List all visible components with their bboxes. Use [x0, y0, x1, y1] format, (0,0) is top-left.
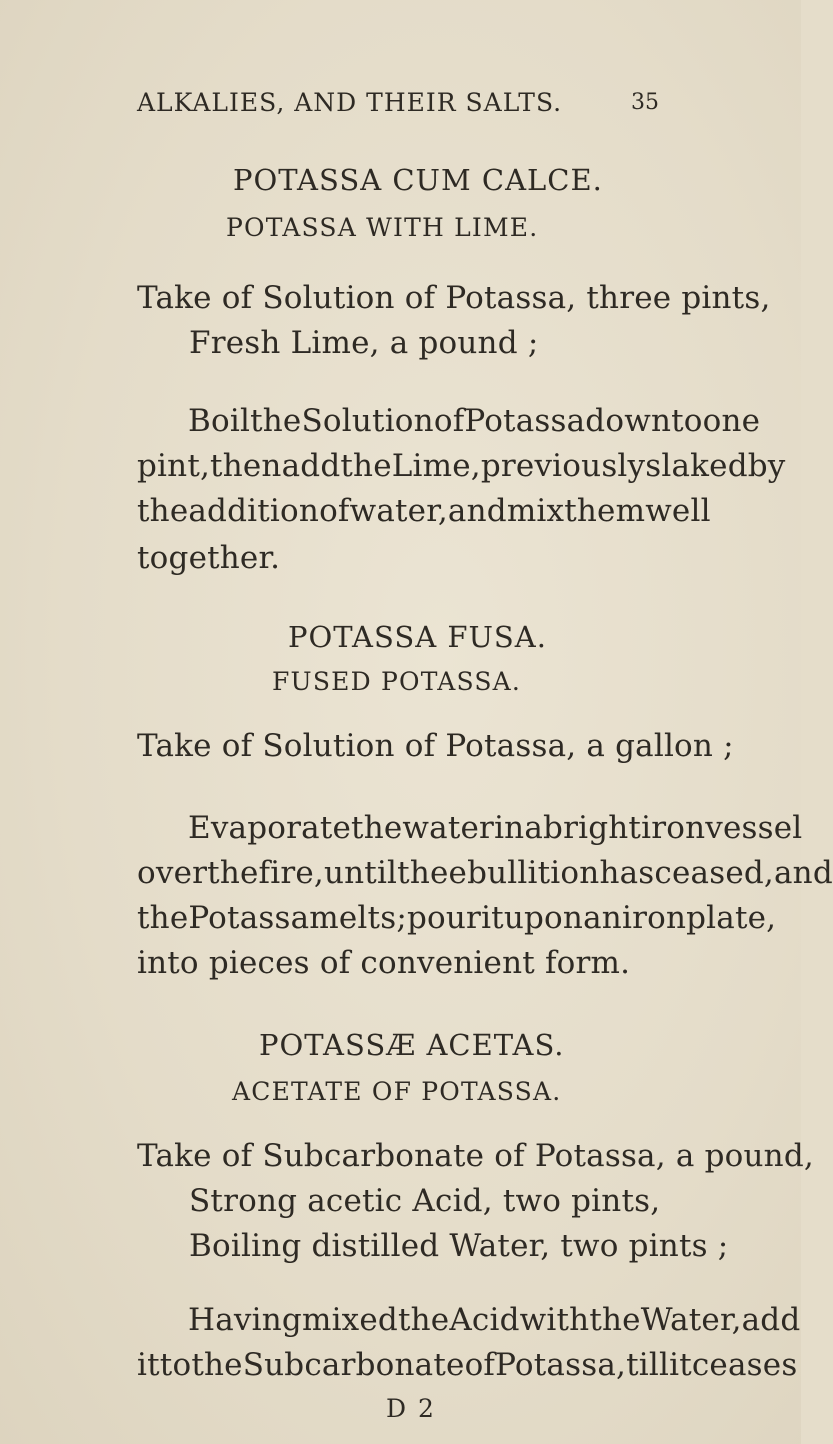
word: it: [137, 1347, 160, 1383]
word: Potassa,: [495, 1347, 627, 1383]
word: of: [464, 1347, 496, 1383]
word: the: [589, 1302, 641, 1338]
direction-line: [188, 810, 803, 846]
word: has: [599, 855, 655, 891]
word: add: [281, 448, 341, 484]
word: melts: [309, 900, 397, 936]
direction-line: together.: [137, 540, 281, 576]
section-title-latin: POTASSA CUM CALCE.: [233, 163, 603, 197]
word: well: [645, 493, 711, 529]
word: Solution: [301, 403, 434, 439]
word: upon: [503, 900, 584, 936]
word: addition: [188, 493, 320, 529]
word: the: [397, 1302, 450, 1338]
word: then: [210, 448, 282, 484]
word: one: [702, 403, 761, 439]
word: iron: [621, 900, 687, 936]
direction-line: [188, 1302, 801, 1338]
word: in: [494, 810, 525, 846]
ingredient-line: Fresh Lime, a pound ;: [189, 325, 539, 361]
word: Having: [188, 1302, 302, 1338]
word: add: [741, 1302, 801, 1338]
word: Evaporate: [188, 810, 352, 846]
word: Water,: [640, 1302, 742, 1338]
word: ceases: [691, 1347, 798, 1383]
word: ;: [396, 900, 407, 936]
signature-mark: D 2: [386, 1394, 436, 1423]
word: mix: [506, 493, 565, 529]
word: Acid: [449, 1302, 520, 1338]
word: the: [207, 855, 259, 891]
word: bright: [543, 810, 642, 846]
direction-line: [137, 900, 777, 936]
word: to: [671, 403, 703, 439]
word: fire,: [258, 855, 324, 891]
section-title-english: POTASSA WITH LIME.: [226, 213, 539, 242]
word: Lime,: [391, 448, 481, 484]
word: plate,: [686, 900, 777, 936]
section-title-latin: POTASSÆ ACETAS.: [259, 1028, 565, 1062]
direction-line: [137, 1347, 798, 1383]
ingredient-line: Take of Subcarbonate of Potassa, a pound,: [137, 1138, 814, 1174]
word: down: [585, 403, 672, 439]
word: ceased,: [654, 855, 774, 891]
ingredient-line: Take of Solution of Potassa, a gallon ;: [137, 728, 734, 764]
direction-line: [137, 855, 833, 891]
word: slaked: [645, 448, 748, 484]
word: pint,: [137, 448, 211, 484]
word: to: [159, 1347, 192, 1383]
word: the: [137, 900, 189, 936]
word: with: [519, 1302, 590, 1338]
word: it: [669, 1347, 692, 1383]
word: it: [481, 900, 504, 936]
word: the: [250, 403, 302, 439]
word: pour: [406, 900, 482, 936]
word: an: [583, 900, 622, 936]
word: previously: [480, 448, 646, 484]
direction-line: [137, 448, 786, 484]
direction-line: [188, 403, 761, 439]
direction-line: into pieces of convenient form.: [137, 945, 631, 981]
ingredient-line: Take of Solution of Potassa, three pints,: [137, 280, 771, 316]
word: till: [626, 1347, 670, 1383]
word: the: [397, 855, 449, 891]
word: the: [191, 1347, 243, 1383]
word: Potassa: [464, 403, 586, 439]
word: vessel: [705, 810, 803, 846]
word: over: [137, 855, 208, 891]
word: the: [351, 810, 403, 846]
word: and: [773, 855, 833, 891]
word: mixed: [301, 1302, 398, 1338]
page-number: 35: [631, 90, 659, 115]
word: Potassa: [188, 900, 310, 936]
word: ebullition: [448, 855, 600, 891]
ingredient-line: Strong acetic Acid, two pints,: [189, 1183, 661, 1219]
word: them: [564, 493, 646, 529]
word: the: [137, 493, 189, 529]
word: by: [747, 448, 786, 484]
word: Boil: [188, 403, 251, 439]
word: of: [433, 403, 465, 439]
word: the: [340, 448, 392, 484]
word: and: [447, 493, 507, 529]
word: a: [524, 810, 544, 846]
word: of: [319, 493, 350, 529]
direction-line: [137, 493, 711, 529]
word: iron: [641, 810, 706, 846]
ingredient-line: Boiling distilled Water, two pints ;: [189, 1228, 729, 1264]
section-title-english: ACETATE OF POTASSA.: [232, 1077, 562, 1106]
word: Subcarbonate: [242, 1347, 465, 1383]
section-title-english: FUSED POTASSA.: [272, 667, 522, 696]
running-head: ALKALIES, AND THEIR SALTS.: [137, 88, 563, 117]
section-title-latin: POTASSA FUSA.: [288, 620, 547, 654]
word: until: [323, 855, 398, 891]
word: water: [402, 810, 495, 846]
word: water,: [349, 493, 448, 529]
